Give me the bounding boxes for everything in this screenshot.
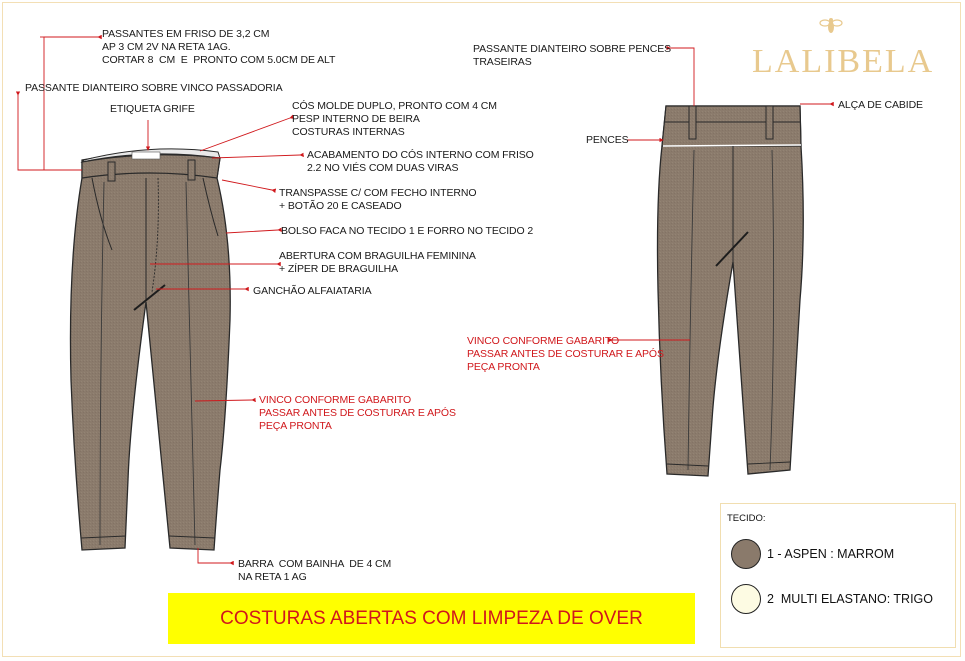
note-ganchao: GANCHÃO ALFAIATARIA xyxy=(253,285,372,297)
note-abertura: ABERTURA COM BRAGUILHA FEMININA + ZÍPER DE BRAGUILHA xyxy=(279,250,476,275)
bee-icon xyxy=(819,16,843,36)
seam-finish-banner xyxy=(168,593,695,644)
fabric-swatch-aspen xyxy=(731,539,761,569)
note-vinco-front: VINCO CONFORME GABARITO PASSAR ANTES DE COSTURAR E APÓS PEÇA PRONTA xyxy=(259,394,456,432)
note-passantes: PASSANTES EM FRISO DE 3,2 CM AP 3 CM 2V NA RETA 1AG. CORTAR 8 CM E PRONTO COM 5.0CM DE ALT xyxy=(102,28,336,66)
note-alca: ALÇA DE CABIDE xyxy=(838,99,923,111)
note-bolso: BOLSO FACA NO TECIDO 1 E FORRO NO TECIDO 2 xyxy=(281,225,534,237)
banner-text: COSTURAS ABERTAS COM LIMPEZA DE OVER xyxy=(220,607,643,629)
fabric-swatch-trigo xyxy=(731,584,761,614)
brand-logo: LALIBELA xyxy=(752,43,935,80)
note-vinco-back: VINCO CONFORME GABARITO PASSAR ANTES DE COSTURAR E APÓS PEÇA PRONTA xyxy=(467,335,664,373)
fabric-label-trigo: 2 MULTI ELASTANO: TRIGO xyxy=(767,592,934,606)
front-trousers-drawing xyxy=(70,149,230,550)
fabric-label-aspen: 1 - ASPEN : MARROM xyxy=(767,547,895,561)
note-passante-dianteiro: PASSANTE DIANTEIRO SOBRE VINCO PASSADORIA xyxy=(25,82,283,94)
note-cos: CÓS MOLDE DUPLO, PRONTO COM 4 CM PESP INTERNO DE BEIRA COSTURAS INTERNAS xyxy=(292,100,497,138)
fabric-legend xyxy=(720,503,956,648)
note-pences: PENCES xyxy=(586,134,629,146)
note-acabamento: ACABAMENTO DO CÓS INTERNO COM FRISO 2.2 NO VIÉS COM DUAS VIRAS xyxy=(307,149,534,174)
note-transpasse: TRANSPASSE C/ COM FECHO INTERNO + BOTÃO 20 E CASEADO xyxy=(279,187,477,212)
note-barra: BARRA COM BAINHA DE 4 CM NA RETA 1 AG xyxy=(238,558,392,583)
note-passante-traseiro: PASSANTE DIANTEIRO SOBRE PENCES TRASEIRAS xyxy=(473,43,671,68)
fabric-title: TECIDO: xyxy=(727,513,766,524)
note-etiqueta: ETIQUETA GRIFE xyxy=(110,103,195,115)
back-trousers-drawing xyxy=(658,106,804,476)
